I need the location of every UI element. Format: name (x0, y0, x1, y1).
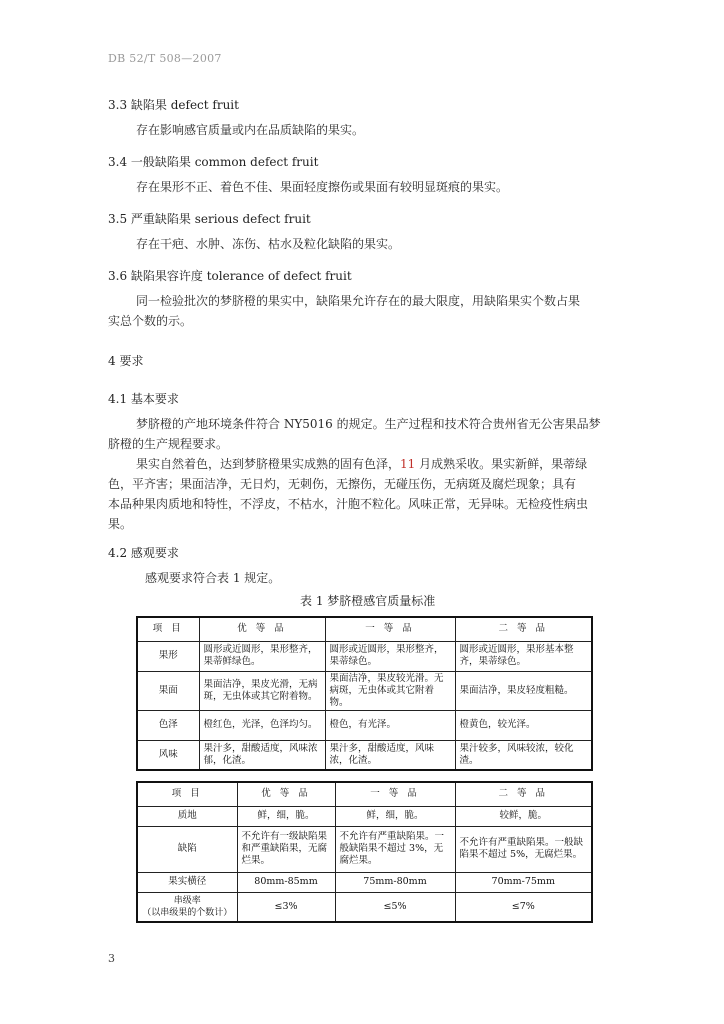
table-cell: 橙红色，光泽，色泽均匀。 (199, 710, 325, 740)
table-cell: 不允许有一级缺陷果和严重缺陷果，无腐烂果。 (237, 826, 335, 872)
page-number: 3 (108, 952, 115, 965)
table-cell: 圆形或近圆形，果形基本整齐，果蒂绿色。 (455, 641, 592, 671)
table-cell: 鲜，细，脆。 (237, 806, 335, 826)
row-item-color: 色泽 (137, 710, 199, 740)
table-cell: 橙黄色，较光泽。 (455, 710, 592, 740)
row-item-surface: 果面 (137, 671, 199, 710)
table-caption: 表 1 梦脐橙感官质量标准 (300, 594, 436, 608)
header-first-grade: 一 等 品 (335, 782, 455, 806)
header-item: 项 目 (137, 782, 237, 806)
row-item-flavor: 风味 (137, 740, 199, 770)
p2-line1-text-b: 月成熟采收。果实新鲜，果蒂绿 (415, 457, 588, 471)
section-3-6-body-line2: 实总个数的示。 (108, 314, 193, 328)
section-3-5-title: 3.5 严重缺陷果 serious defect fruit (108, 212, 311, 226)
section-4-2-title: 4.2 感观要求 (108, 546, 179, 560)
table-cell: ≤3% (237, 892, 335, 922)
section-4-1-p2-line3: 本品种果肉质地和特性，不浮皮，不枯水，汁胞不粒化。风味正常，无异味。无检疫性病虫 (108, 497, 589, 511)
table-cell: 果汁较多，风味较浓，较化渣。 (455, 740, 592, 770)
sensory-quality-table-part2 (136, 781, 593, 923)
table-row (137, 641, 592, 671)
section-4-1-p2-line2: 色，平齐害；果面洁净，无日灼，无刺伤，无擦伤，无碰压伤，无病斑及腐烂现象；具有 (108, 477, 577, 491)
section-4-title: 4 要求 (108, 354, 144, 368)
table-cell: 果汁多，甜酸适度，风味浓郁，化渣。 (199, 740, 325, 770)
document-code-header: DB 52/T 508—2007 (108, 52, 222, 65)
section-3-3-body: 存在影响感官质量或内在品质缺陷的果实。 (136, 123, 365, 137)
sensory-quality-table-part1 (136, 616, 593, 771)
table-cell: 不允许有严重缺陷果。一般缺陷果不超过 5%，无腐烂果。 (455, 826, 592, 872)
table-cell: 75mm-80mm (335, 872, 455, 892)
table-cell: 圆形或近圆形，果形整齐，果蒂鲜绿色。 (199, 641, 325, 671)
header-item: 项 目 (137, 617, 199, 641)
table-row (137, 872, 592, 892)
table-cell: ≤7% (455, 892, 592, 922)
section-4-1-p2-line1 (136, 454, 587, 474)
row-item-grade-string-rate: 串级率 （以串级果的个数计） (137, 892, 237, 922)
section-4-1-p1-line1: 梦脐橙的产地环境条件符合 NY5016 的规定。生产过程和技术符合贵州省无公害果品梦 (136, 417, 601, 431)
table-cell: ≤5% (335, 892, 455, 922)
table-row (137, 710, 592, 740)
table-cell: 较鲜，脆。 (455, 806, 592, 826)
section-4-2-body: 感观要求符合表 1 规定。 (145, 571, 281, 585)
header-first-grade: 一 等 品 (325, 617, 455, 641)
row-item-shape: 果形 (137, 641, 199, 671)
section-3-6-body-line1: 同一检验批次的梦脐橙的果实中，缺陷果允许存在的最大限度，用缺陷果实个数占果 (136, 294, 581, 308)
section-4-1-p2-line4: 果。 (108, 517, 133, 531)
section-3-4-body: 存在果形不正、着色不佳、果面轻度擦伤或果面有较明显斑痕的果实。 (136, 180, 509, 194)
table-cell: 橙色，有光泽。 (325, 710, 455, 740)
table-header-row (137, 782, 592, 806)
row-item-diameter: 果实横径 (137, 872, 237, 892)
header-premium: 优 等 品 (237, 782, 335, 806)
table-cell: 果面洁净，果皮轻度粗糙。 (455, 671, 592, 710)
table-cell: 80mm-85mm (237, 872, 335, 892)
p2-line1-text-a: 果实自然着色，达到梦脐橙果实成熟的固有色泽， (136, 457, 401, 471)
header-premium: 优 等 品 (199, 617, 325, 641)
table-cell: 不允许有严重缺陷果。一般缺陷果不超过 3%，无腐烂果。 (335, 826, 455, 872)
table-header-row (137, 617, 592, 641)
table-cell: 果汁多，甜酸适度，风味浓，化渣。 (325, 740, 455, 770)
table-cell: 果面洁净，果皮较光滑。无病斑，无虫体或其它附着物。 (325, 671, 455, 710)
section-3-5-body: 存在干疤、水肿、冻伤、枯水及粒化缺陷的果实。 (136, 237, 401, 251)
table-cell: 圆形或近圆形，果形整齐，果蒂绿色。 (325, 641, 455, 671)
table-cell: 果面洁净，果皮光滑，无病斑，无虫体或其它附着物。 (199, 671, 325, 710)
row-item-defect: 缺陷 (137, 826, 237, 872)
section-4-1-title: 4.1 基本要求 (108, 392, 179, 406)
harvest-month-highlight: 11 (400, 457, 416, 471)
table-cell: 70mm-75mm (455, 872, 592, 892)
section-3-4-title: 3.4 一般缺陷果 common defect fruit (108, 155, 319, 169)
table-row (137, 740, 592, 770)
section-3-6-title: 3.6 缺陷果容许度 tolerance of defect fruit (108, 269, 352, 283)
table-row (137, 671, 592, 710)
row-item-texture: 质地 (137, 806, 237, 826)
table-row (137, 806, 592, 826)
table-row (137, 826, 592, 872)
table-row (137, 892, 592, 922)
section-4-1-p1-line2: 脐橙的生产规程要求。 (108, 437, 229, 451)
header-second-grade: 二 等 品 (455, 782, 592, 806)
section-3-3-title: 3.3 缺陷果 defect fruit (108, 98, 239, 112)
table-cell: 鲜，细，脆。 (335, 806, 455, 826)
header-second-grade: 二 等 品 (455, 617, 592, 641)
